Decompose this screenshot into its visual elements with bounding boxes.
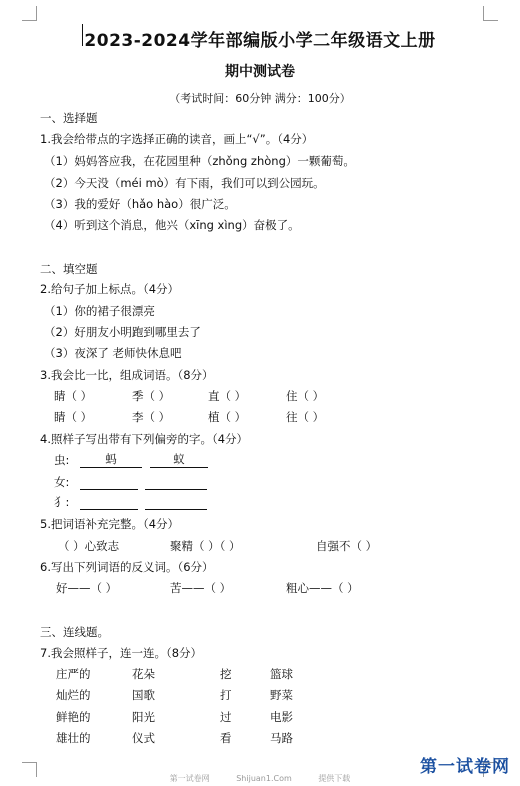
section-heading-matching: 三、连线题。 — [40, 625, 109, 639]
question-7-word: 国歌 — [132, 688, 155, 702]
answer-blank: 蚁 — [150, 452, 208, 468]
question-7-word: 篮球 — [270, 667, 293, 681]
question-2-item: （2）好朋友小明跑到哪里去了 — [44, 325, 201, 339]
question-3-cell: 住（ ） — [286, 389, 325, 403]
answer-blank — [80, 474, 138, 490]
question-3-prompt: 3.我会比一比，组成词语。（8分） — [40, 368, 214, 382]
footer-site-name: 第一试卷网 — [169, 774, 210, 783]
question-4-prompt: 4.照样子写出带有下列偏旁的字。（4分） — [40, 432, 249, 446]
question-7-word: 庄严的 — [56, 667, 91, 681]
question-7-word: 看 — [220, 731, 232, 745]
question-5-prompt: 5.把词语补充完整。（4分） — [40, 517, 180, 531]
question-6-prompt: 6.写出下列词语的反义词。（6分） — [40, 560, 214, 574]
question-5-item: （ ）心致志 — [58, 539, 120, 553]
question-6-item: 好——（ ） — [56, 581, 118, 595]
question-4-radical: 虫: — [54, 453, 70, 467]
question-2-prompt: 2.给句子加上标点。（4分） — [40, 282, 180, 296]
question-7-word: 鲜艳的 — [56, 710, 91, 724]
section-heading-choice: 一、选择题 — [40, 111, 98, 125]
question-7-word: 野菜 — [270, 688, 293, 702]
crop-mark-top-left — [22, 6, 37, 21]
question-6-item: 苦——（ ） — [170, 581, 232, 595]
question-5-item: 聚精（ ）（ ） — [170, 539, 241, 553]
answer-blank — [145, 474, 207, 490]
question-3-cell: 睛（ ） — [54, 410, 93, 424]
question-4-blank[interactable] — [145, 474, 207, 490]
question-7-word: 灿烂的 — [56, 688, 91, 702]
question-7-word: 仪式 — [132, 731, 155, 745]
exam-info: （考试时间：60分钟 满分：100分） — [169, 92, 351, 105]
question-6-item: 粗心——（ ） — [286, 581, 359, 595]
question-1-item: （4）听到这个消息，他兴（xīng xìng）奋极了。 — [44, 218, 300, 232]
question-3-cell: 植（ ） — [208, 410, 247, 424]
question-2-item: （3）夜深了 老师快休息吧 — [44, 346, 182, 360]
question-4-blank[interactable] — [150, 452, 208, 468]
answer-blank — [145, 494, 207, 510]
document-subtitle: 期中测试卷 — [225, 64, 295, 80]
question-7-word: 阳光 — [132, 710, 155, 724]
question-3-cell: 李（ ） — [132, 410, 171, 424]
answer-blank — [80, 494, 138, 510]
footer-download: 提供下载 — [318, 774, 351, 783]
question-4-blank[interactable] — [80, 452, 142, 468]
question-7-prompt: 7.我会照样子，连一连。（8分） — [40, 646, 203, 660]
question-7-word: 花朵 — [132, 667, 155, 681]
question-4-radical: 犭: — [54, 495, 70, 509]
footer-site-url: Shijuan1.Com — [236, 774, 292, 783]
answer-blank: 蚂 — [80, 452, 142, 468]
site-logo: 第一试卷网 — [420, 757, 510, 777]
question-4-blank[interactable] — [80, 474, 138, 490]
question-7-word: 打 — [220, 688, 232, 702]
question-1-item: （1）妈妈答应我，在花园里种（zhǒng zhòng）一颗葡萄。 — [44, 154, 355, 168]
question-7-word: 过 — [220, 710, 232, 724]
question-3-cell: 季（ ） — [132, 389, 171, 403]
question-4-blank[interactable] — [145, 494, 207, 510]
question-7-word: 雄壮的 — [56, 731, 91, 745]
question-1-item: （3）我的爱好（hǎo hào）很广泛。 — [44, 197, 236, 211]
question-1-prompt: 1.我会给带点的字选择正确的读音，画上“√”。（4分） — [40, 132, 314, 146]
question-4-blank[interactable] — [80, 494, 138, 510]
question-4-radical: 女: — [54, 475, 70, 489]
question-7-word: 挖 — [220, 667, 232, 681]
question-1-item: （2）今天没（méi mò）有下雨，我们可以到公园玩。 — [44, 176, 325, 190]
question-7-word: 电影 — [270, 710, 293, 724]
question-3-cell: 直（ ） — [208, 389, 247, 403]
question-2-item: （1）你的裙子很漂亮 — [44, 304, 155, 318]
question-5-item: 自强不（ ） — [316, 539, 378, 553]
section-heading-fill: 二、填空题 — [40, 262, 98, 276]
question-3-cell: 往（ ） — [286, 410, 325, 424]
crop-mark-top-right — [483, 6, 498, 21]
question-3-cell: 睛（ ） — [54, 389, 93, 403]
question-7-word: 马路 — [270, 731, 293, 745]
document-title: 2023-2024学年部编版小学二年级语文上册 — [84, 31, 436, 51]
